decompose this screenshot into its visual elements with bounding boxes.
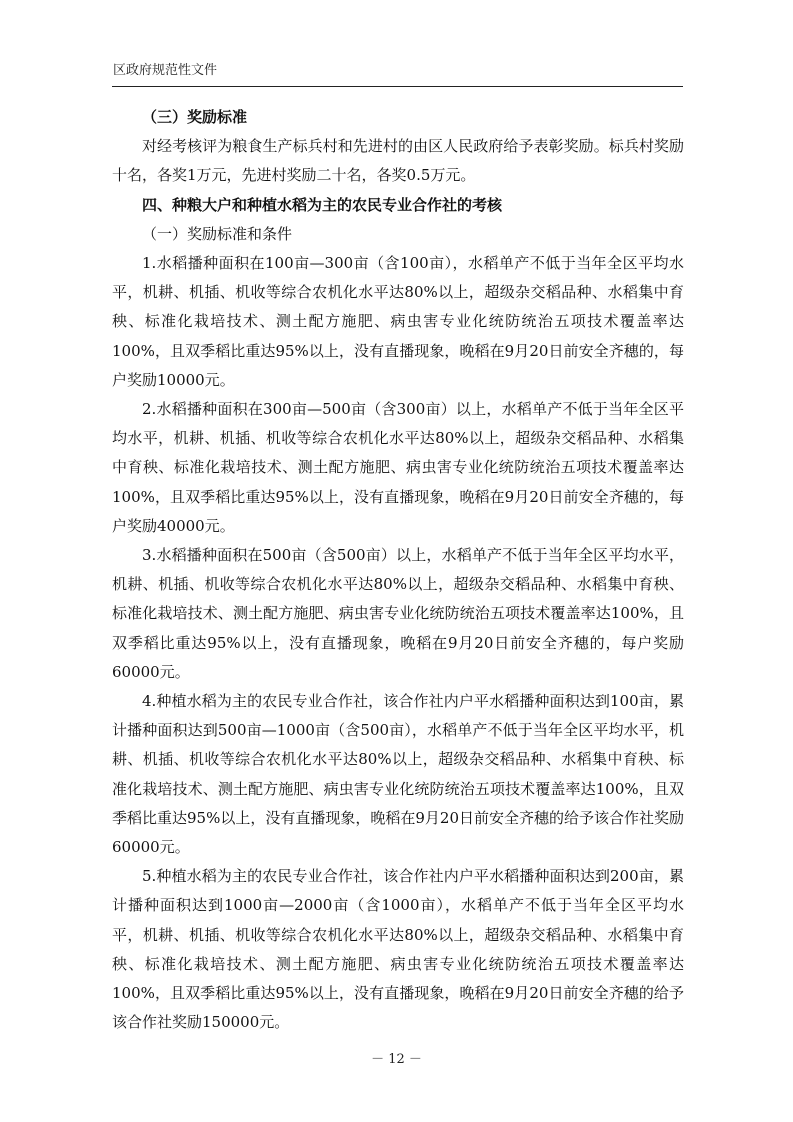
criteria-item: 2.水稻播种面积在300亩—500亩（含300亩）以上，水稻单产不低于当年全区平均水平，机耕、机插、机收等综合农机化水平达80%以上，超级杂交稻品种、水稻集中育秧、标准化栽培技术、测土配方施肥、病虫害专业化统防统治五项技术覆盖率达100%，且双季稻比重达95%以上，没有直播现象，晚稻在9月20日前安全齐穗的，每户奖励40000元。 [112,400,684,535]
section-heading-reward-standard: （三）奖励标准 [142,108,248,126]
running-header: 区政府规范性文件 [113,63,218,78]
criteria-item: 4.种植水稻为主的农民专业合作社，该合作社内户平水稻播种面积达到100亩，累计播种面积达到500亩—1000亩（含500亩），水稻单产不低于当年全区平均水平，机耕、机插、机收等综合农机化水平达80%以上，超级杂交稻品种、水稻集中育秧、标准化栽培技术、测土配方施肥、病虫害专业化统防统治五项技术覆盖率达100%，且双季稻比重达95%以上，没有直播现象，晚稻在9月20日前安全齐穗的给予该合作社奖励60000元。 [112,692,684,857]
subsection-heading-criteria: （一）奖励标准和条件 [142,224,293,243]
page-number: － 12 － [371,1052,422,1067]
criteria-item: 5.种植水稻为主的农民专业合作社，该合作社内户平水稻播种面积达到200亩，累计播种面积达到1000亩—2000亩（含1000亩），水稻单产不低于当年全区平均水平，机耕、机插、机收等综合农机化水平达80%以上，超级杂交稻品种、水稻集中育秧、标准化栽培技术、测土配方施肥、病虫害专业化统防统治五项技术覆盖率达100%，且双季稻比重达95%以上，没有直播现象，晚稻在9月20日前安全齐穗的给予该合作社奖励150000元。 [112,867,684,1032]
criteria-item: 3.水稻播种面积在500亩（含500亩）以上，水稻单产不低于当年全区平均水平，机耕、机插、机收等综合农机化水平达80%以上，超级杂交稻品种、水稻集中育秧、标准化栽培技术、测土配方施肥、病虫害专业化统防统治五项技术覆盖率达100%，且双季稻比重达95%以上，没有直播现象，晚稻在9月20日前安全齐穗的，每户奖励60000元。 [112,546,684,681]
header-divider [112,86,683,87]
criteria-item: 1.水稻播种面积在100亩—300亩（含100亩），水稻单产不低于当年全区平均水平，机耕、机插、机收等综合农机化水平达80%以上，超级杂交稻品种、水稻集中育秧、标准化栽培技术、测土配方施肥、病虫害专业化统防统治五项技术覆盖率达100%，且双季稻比重达95%以上，没有直播现象，晚稻在9月20日前安全齐穗的，每户奖励10000元。 [112,254,684,389]
reward-standard-paragraph: 对经考核评为粮食生产标兵村和先进村的由区人民政府给予表彰奖励。标兵村奖励十名，各奖1万元，先进村奖励二十名，各奖0.5万元。 [112,137,684,185]
section-heading-large-growers: 四、种粮大户和种植水稻为主的农民专业合作社的考核 [142,195,503,214]
document-body [112,103,684,1038]
